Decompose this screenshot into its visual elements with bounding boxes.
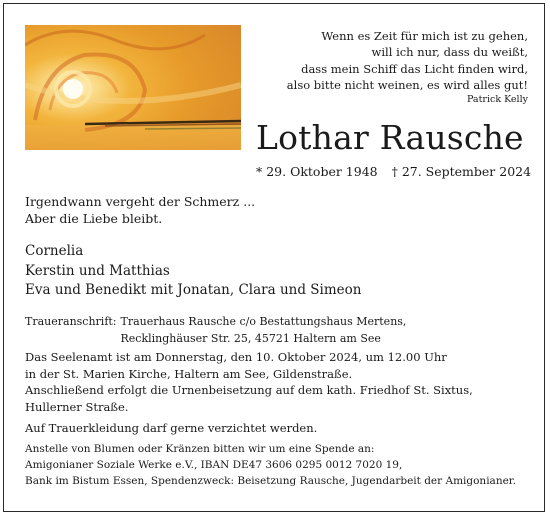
address-line: Trauerhaus Rausche c/o Bestattungshaus Mertens,: [120, 315, 407, 328]
poem-line: also bitte nicht weinen, es wird alles gut!: [286, 77, 528, 92]
donation-line: Amigonianer Soziale Werke e.V., IBAN DE47 3606 0295 0012 7020 19,: [25, 458, 403, 471]
death-date: † 27. September 2024: [391, 164, 532, 179]
life-dates: [256, 164, 531, 180]
poem-line: will ich nur, dass du weißt,: [371, 45, 528, 60]
deceased-name: Lothar Rausche: [256, 118, 524, 157]
dress-note: Auf Trauerkleidung darf gerne verzichtet werden.: [25, 421, 318, 435]
poem-author: Patrick Kelly: [466, 94, 528, 106]
mourner: Kerstin und Matthias: [25, 262, 170, 279]
service-line: Anschließend erfolgt die Urnenbeisetzung auf dem kath. Friedhof St. Sixtus,: [25, 383, 473, 397]
motto-line: Irgendwann vergeht der Schmerz ...: [25, 194, 256, 209]
mourners-list: [25, 242, 361, 301]
sun-painting-image: [25, 25, 241, 150]
mourning-address: [25, 314, 540, 347]
donation-line: Anstelle von Blumen oder Kränzen bitten wir um eine Spende an:: [25, 442, 375, 455]
motto: [25, 193, 255, 227]
mourner: Cornelia: [25, 243, 84, 259]
motto-line: Aber die Liebe bleibt.: [25, 211, 163, 226]
mourner: Eva und Benedikt mit Jonatan, Clara und Simeon: [25, 282, 362, 298]
poem-line: dass mein Schiff das Licht finden wird,: [301, 61, 528, 76]
address-line: Recklinghäuser Str. 25, 45721 Haltern am See: [120, 331, 381, 345]
service-details: [25, 349, 540, 415]
service-line: Das Seelenamt ist am Donnerstag, den 10. Oktober 2024, um 12.00 Uhr: [25, 350, 447, 364]
service-line: Hullerner Straße.: [25, 399, 129, 414]
service-line: in der St. Marien Kirche, Haltern am See, Gildenstraße.: [25, 366, 353, 381]
birth-date: * 29. Oktober 1948: [256, 164, 378, 179]
poem-line: Wenn es Zeit für mich ist zu gehen,: [321, 29, 528, 43]
donation-line: Bank im Bistum Essen, Spendenzweck: Beisetzung Rausche, Jugendarbeit der Amigonianer.: [25, 474, 516, 487]
poem: [228, 28, 528, 107]
donation-request: [25, 441, 540, 489]
funeral-information: [25, 314, 540, 489]
address-label: Traueranschrift:: [25, 315, 117, 328]
